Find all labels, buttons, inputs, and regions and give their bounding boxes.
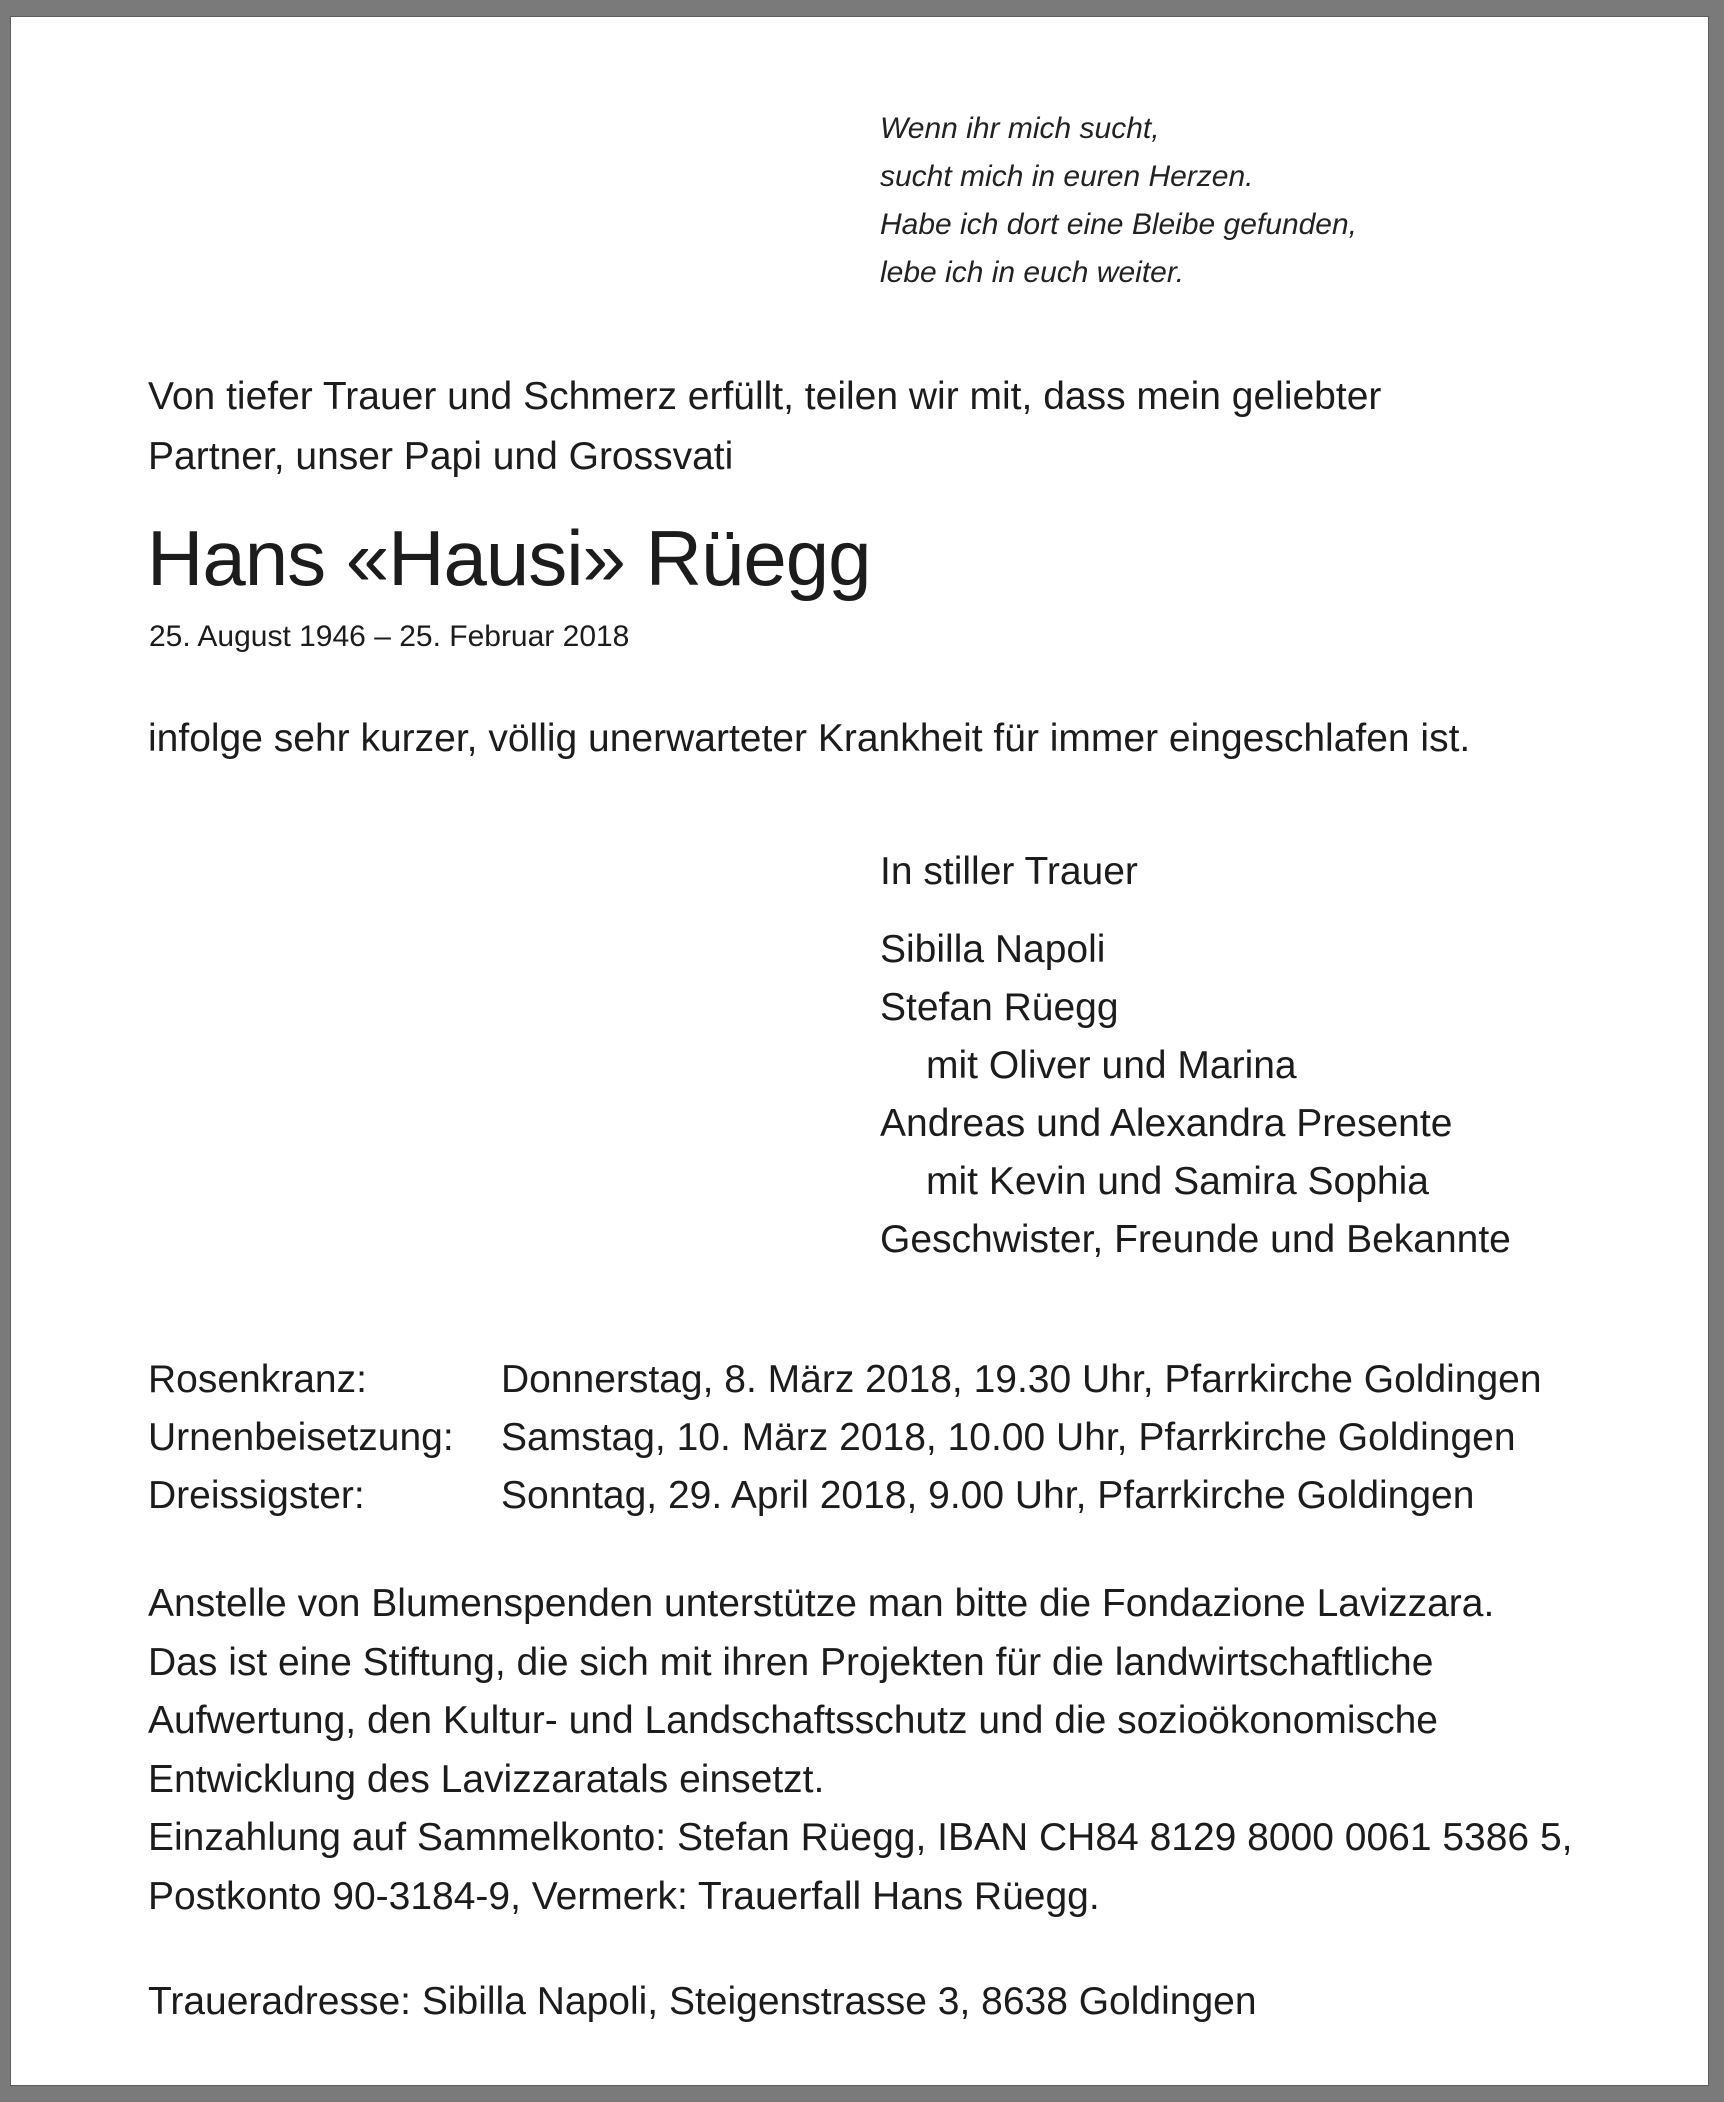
donation-line: Entwicklung des Lavizzaratals einsetzt. [148, 1757, 825, 1801]
poem-line: Wenn ihr mich sucht, [880, 112, 1160, 145]
donation-text [148, 1575, 1572, 1926]
mourner: Geschwister, Freunde und Bekannte [880, 1218, 1511, 1261]
service-value: Donnerstag, 8. März 2018, 19.30 Uhr, Pfarrkirche Goldingen [501, 1358, 1542, 1401]
cause-text: infolge sehr kurzer, völlig unerwarteter Krankheit für immer eingeschlafen ist. [148, 717, 1471, 760]
mourner-children: mit Kevin und Samira Sophia [926, 1160, 1429, 1203]
service-value: Sonntag, 29. April 2018, 9.00 Uhr, Pfarrkirche Goldingen [501, 1474, 1475, 1517]
service-label: Urnenbeisetzung: [148, 1416, 454, 1459]
deceased-name: Hans «Hausi» Rüegg [147, 514, 871, 602]
obituary-page [10, 16, 1709, 2086]
service-value: Samstag, 10. März 2018, 10.00 Uhr, Pfarrkirche Goldingen [501, 1416, 1516, 1459]
mourner-children: mit Oliver und Marina [926, 1044, 1297, 1087]
mourner: Andreas und Alexandra Presente [880, 1102, 1453, 1145]
mourner: Stefan Rüegg [880, 986, 1119, 1029]
service-row [148, 1351, 1542, 1409]
intro-text [148, 367, 1381, 487]
mourners-list [880, 921, 1511, 1269]
poem-line: lebe ich in euch weiter. [880, 256, 1185, 289]
poem-line: sucht mich in euren Herzen. [880, 160, 1254, 193]
service-label: Dreissigster: [148, 1474, 365, 1517]
services-list [148, 1351, 1542, 1525]
poem-line: Habe ich dort eine Bleibe gefunden, [880, 208, 1358, 241]
intro-line: Von tiefer Trauer und Schmerz erfüllt, teilen wir mit, dass mein geliebter [148, 375, 1382, 418]
donation-line: Einzahlung auf Sammelkonto: Stefan Rüegg, IBAN CH84 8129 8000 0061 5386 5, [148, 1816, 1573, 1859]
service-row [148, 1409, 1542, 1467]
intro-line: Partner, unser Papi und Grossvati [148, 435, 734, 478]
donation-line: Das ist eine Stiftung, die sich mit ihren Projekten für die landwirtschaftliche [148, 1640, 1434, 1684]
donation-line: Anstelle von Blumenspenden unterstütze man bitte die Fondazione Lavizzara. [148, 1582, 1495, 1625]
mourning-address: Traueradresse: Sibilla Napoli, Steigenstrasse 3, 8638 Goldingen [148, 1980, 1257, 2023]
poem [880, 105, 1357, 297]
life-dates: 25. August 1946 – 25. Februar 2018 [149, 620, 630, 653]
service-label: Rosenkranz: [148, 1358, 367, 1401]
mourner: Sibilla Napoli [880, 928, 1106, 971]
donation-line: Postkonto 90-3184-9, Vermerk: Trauerfall Hans Rüegg. [148, 1874, 1100, 1918]
service-row [148, 1467, 1542, 1525]
donation-line: Aufwertung, den Kultur- und Landschaftsschutz und die sozioökonomische [148, 1699, 1438, 1742]
mourning-heading: In stiller Trauer [880, 850, 1138, 893]
